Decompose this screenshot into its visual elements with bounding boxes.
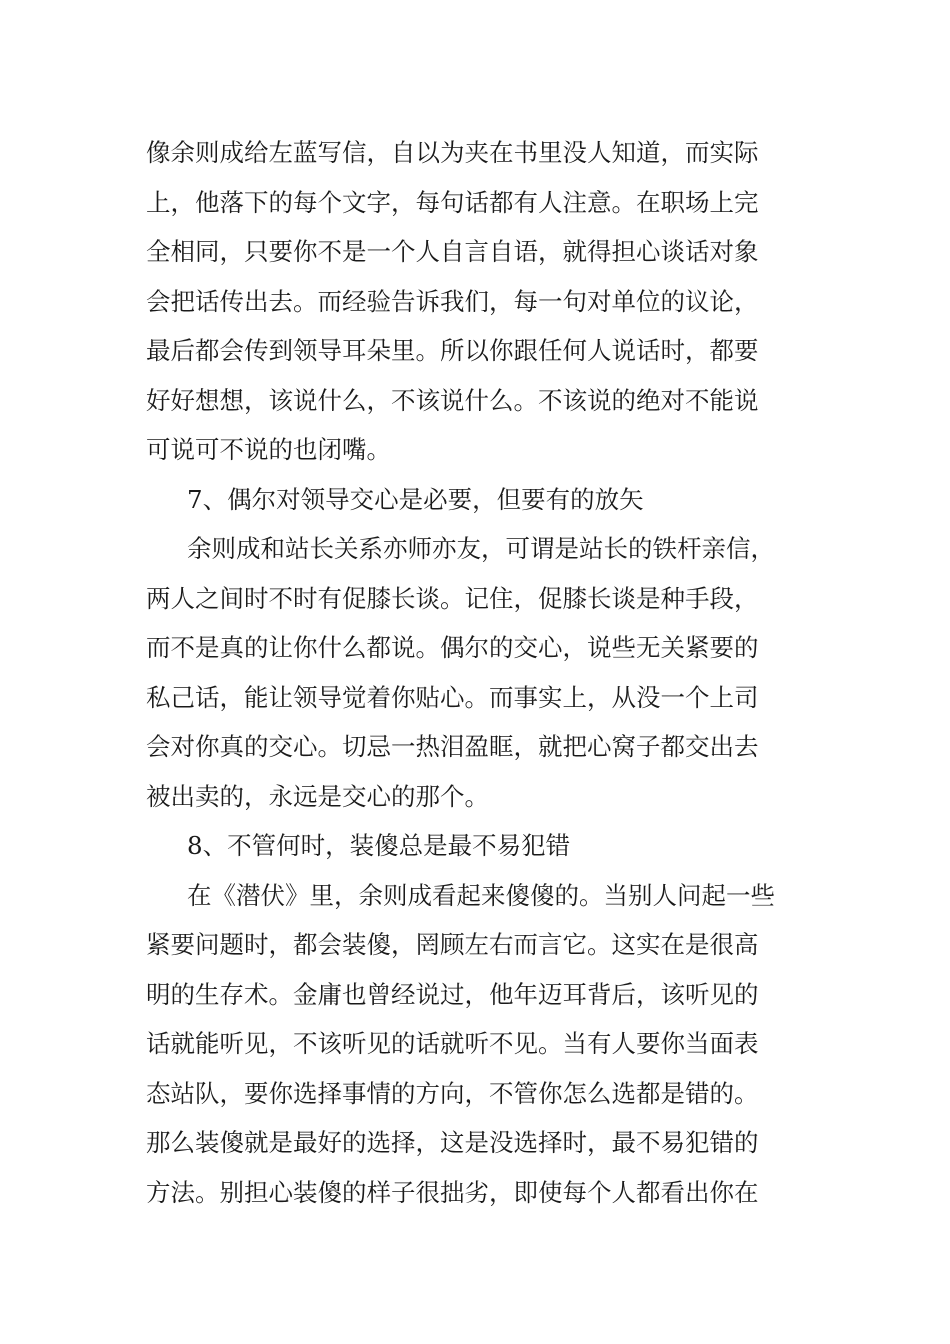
text-line: 像余则成给左蓝写信，自以为夹在书里没人知道，而实际 — [146, 138, 759, 167]
text-line: 紧要问题时，都会装傻，罔顾左右而言它。这实在是很高 — [146, 930, 759, 959]
text-line: 上，他落下的每个文字，每句话都有人注意。在职场上完 — [146, 187, 759, 217]
text-line: 话就能听见，不该听见的话就听不见。当有人要你当面表 — [146, 1029, 759, 1058]
text-line: 而不是真的让你什么都说。偶尔的交心，说些无关紧要的 — [146, 633, 759, 662]
text-line: 会对你真的交心。切忌一热泪盈眶，就把心窝子都交出去 — [146, 732, 759, 761]
text-line: 好好想想，该说什么，不该说什么。不该说的绝对不能说 — [146, 385, 759, 415]
section-heading-8: 8、不管何时，装傻总是最不易犯错 — [187, 831, 571, 860]
text-line: 全相同，只要你不是一个人自言自语，就得担心谈话对象 — [146, 237, 759, 266]
text-line: 方法。别担心装傻的样子很拙劣，即使每个人都看出你在 — [146, 1177, 759, 1207]
text-line: 最后都会传到领导耳朵里。所以你跟任何人说话时，都要 — [146, 336, 759, 365]
section-heading-7: 7、偶尔对领导交心是必要，但要有的放矢 — [187, 484, 644, 514]
text-line: 私己话，能让领导觉着你贴心。而事实上，从没一个上司 — [146, 682, 759, 712]
text-line: 被出卖的，永远是交心的那个。 — [146, 781, 489, 811]
text-line: 两人之间时不时有促膝长谈。记住，促膝长谈是种手段， — [146, 583, 759, 613]
text-line: 可说可不说的也闭嘴。 — [146, 435, 391, 464]
text-line: 余则成和站长关系亦师亦友，可谓是站长的铁杆亲信， — [187, 534, 775, 563]
text-line: 会把话传出去。而经验告诉我们，每一句对单位的议论， — [146, 286, 759, 316]
text-line: 明的生存术。金庸也曾经说过，他年迈耳背后，该听见的 — [146, 979, 759, 1009]
text-line: 态站队，要你选择事情的方向，不管你怎么选都是错的。 — [146, 1078, 759, 1108]
text-line: 在《潜伏》里，余则成看起来傻傻的。当别人问起一些 — [187, 880, 775, 910]
body-text — [146, 128, 810, 1217]
text-line: 那么装傻就是最好的选择，这是没选择时，最不易犯错的 — [146, 1128, 759, 1157]
